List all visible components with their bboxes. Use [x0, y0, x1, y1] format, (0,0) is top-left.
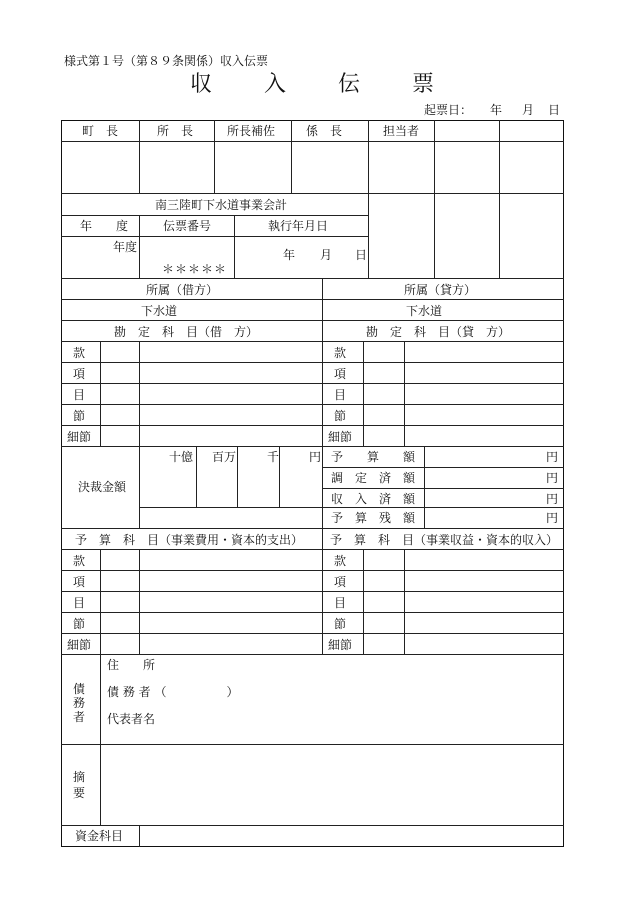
- item-level-label: 目: [73, 596, 86, 610]
- item-level-label: 目: [334, 596, 347, 610]
- item-level-label: 款: [73, 554, 86, 568]
- item-level-label: 節: [73, 617, 86, 631]
- received-amount-label: 収 入 済 額: [331, 492, 416, 506]
- fiscal-year-header: 年 度: [80, 219, 129, 233]
- debtor-name-label: 債 務 者 （ ）: [107, 685, 239, 699]
- remarks-label-char: 摘: [73, 770, 86, 784]
- title-char: 票: [412, 72, 435, 97]
- issue-date-year: 年: [490, 103, 503, 117]
- settlement-label: 決裁金額: [78, 480, 127, 494]
- account-debit-header: 勘 定 科 目（借 方）: [114, 325, 259, 339]
- dept-credit-label: 所属（貸方）: [404, 283, 477, 297]
- fiscal-year-value: 年度: [113, 240, 138, 254]
- execution-year: 年: [283, 248, 296, 262]
- approver-header: 町 長: [82, 124, 119, 138]
- debtor-address-label: 住 所: [107, 658, 156, 672]
- yen-unit: 円: [546, 492, 559, 506]
- accounting-name: 南三陸町下水道事業会計: [155, 198, 288, 212]
- dept-debit-label: 所属（借方）: [146, 283, 219, 297]
- item-level-label: 細節: [328, 430, 353, 444]
- remarks-label-char: 要: [73, 786, 86, 800]
- item-level-label: 細節: [67, 430, 92, 444]
- debtor-label-char: 者: [73, 710, 86, 724]
- remaining-budget-label: 予 算 残 額: [331, 511, 416, 525]
- item-level-label: 目: [73, 388, 86, 402]
- yen-unit: 円: [546, 511, 559, 525]
- issue-date-label: 起票日：: [424, 103, 473, 117]
- approver-header: 係 長: [306, 124, 343, 138]
- approver-header: 所 長: [157, 124, 194, 138]
- dept-credit-value: 下水道: [406, 304, 443, 318]
- item-level-label: 細節: [67, 638, 92, 652]
- debtor-label-char: 債: [73, 682, 86, 696]
- voucher-number-header: 伝票番号: [163, 219, 212, 233]
- item-level-label: 項: [334, 367, 347, 381]
- dept-debit-value: 下水道: [141, 304, 178, 318]
- item-level-label: 目: [334, 388, 347, 402]
- assessed-amount-label: 調 定 済 額: [331, 471, 416, 485]
- item-level-label: 節: [334, 409, 347, 423]
- execution-date-header: 執行年月日: [268, 219, 329, 233]
- unit-label: 百万: [212, 450, 237, 464]
- budget-revenue-header: 予 算 科 目（事業収益・資本的収入）: [330, 533, 559, 547]
- issue-date-day: 日: [548, 103, 561, 117]
- form-number-label: 様式第１号（第８９条関係）収入伝票: [64, 54, 269, 68]
- unit-label: 円: [309, 450, 322, 464]
- item-level-label: 項: [334, 575, 347, 589]
- item-level-label: 項: [73, 575, 86, 589]
- account-credit-header: 勘 定 科 目（貸 方）: [366, 325, 511, 339]
- unit-label: 十億: [169, 450, 194, 464]
- item-level-label: 款: [334, 346, 347, 360]
- title-char: 収: [190, 72, 213, 97]
- budget-amount-label: 予 算 額: [331, 450, 416, 464]
- fund-account-label: 資金科目: [75, 829, 124, 843]
- yen-unit: 円: [546, 450, 559, 464]
- item-level-label: 款: [73, 346, 86, 360]
- representative-label: 代表者名: [107, 712, 156, 726]
- title-char: 入: [264, 72, 287, 97]
- unit-label: 千: [267, 450, 280, 464]
- debtor-label-char: 務: [73, 696, 86, 710]
- item-level-label: 款: [334, 554, 347, 568]
- issue-date-month: 月: [522, 103, 535, 117]
- item-level-label: 細節: [328, 638, 353, 652]
- budget-expense-header: 予 算 科 目（事業費用・資本的支出）: [75, 533, 304, 547]
- execution-month: 月: [320, 248, 333, 262]
- execution-day: 日: [355, 248, 368, 262]
- item-level-label: 節: [73, 409, 86, 423]
- approver-header: 所長補佐: [227, 124, 276, 138]
- item-level-label: 項: [73, 367, 86, 381]
- voucher-number-value: ＊＊＊＊＊: [162, 262, 228, 276]
- yen-unit: 円: [546, 471, 559, 485]
- title-char: 伝: [338, 72, 361, 97]
- item-level-label: 節: [334, 617, 347, 631]
- approver-header: 担当者: [383, 124, 420, 138]
